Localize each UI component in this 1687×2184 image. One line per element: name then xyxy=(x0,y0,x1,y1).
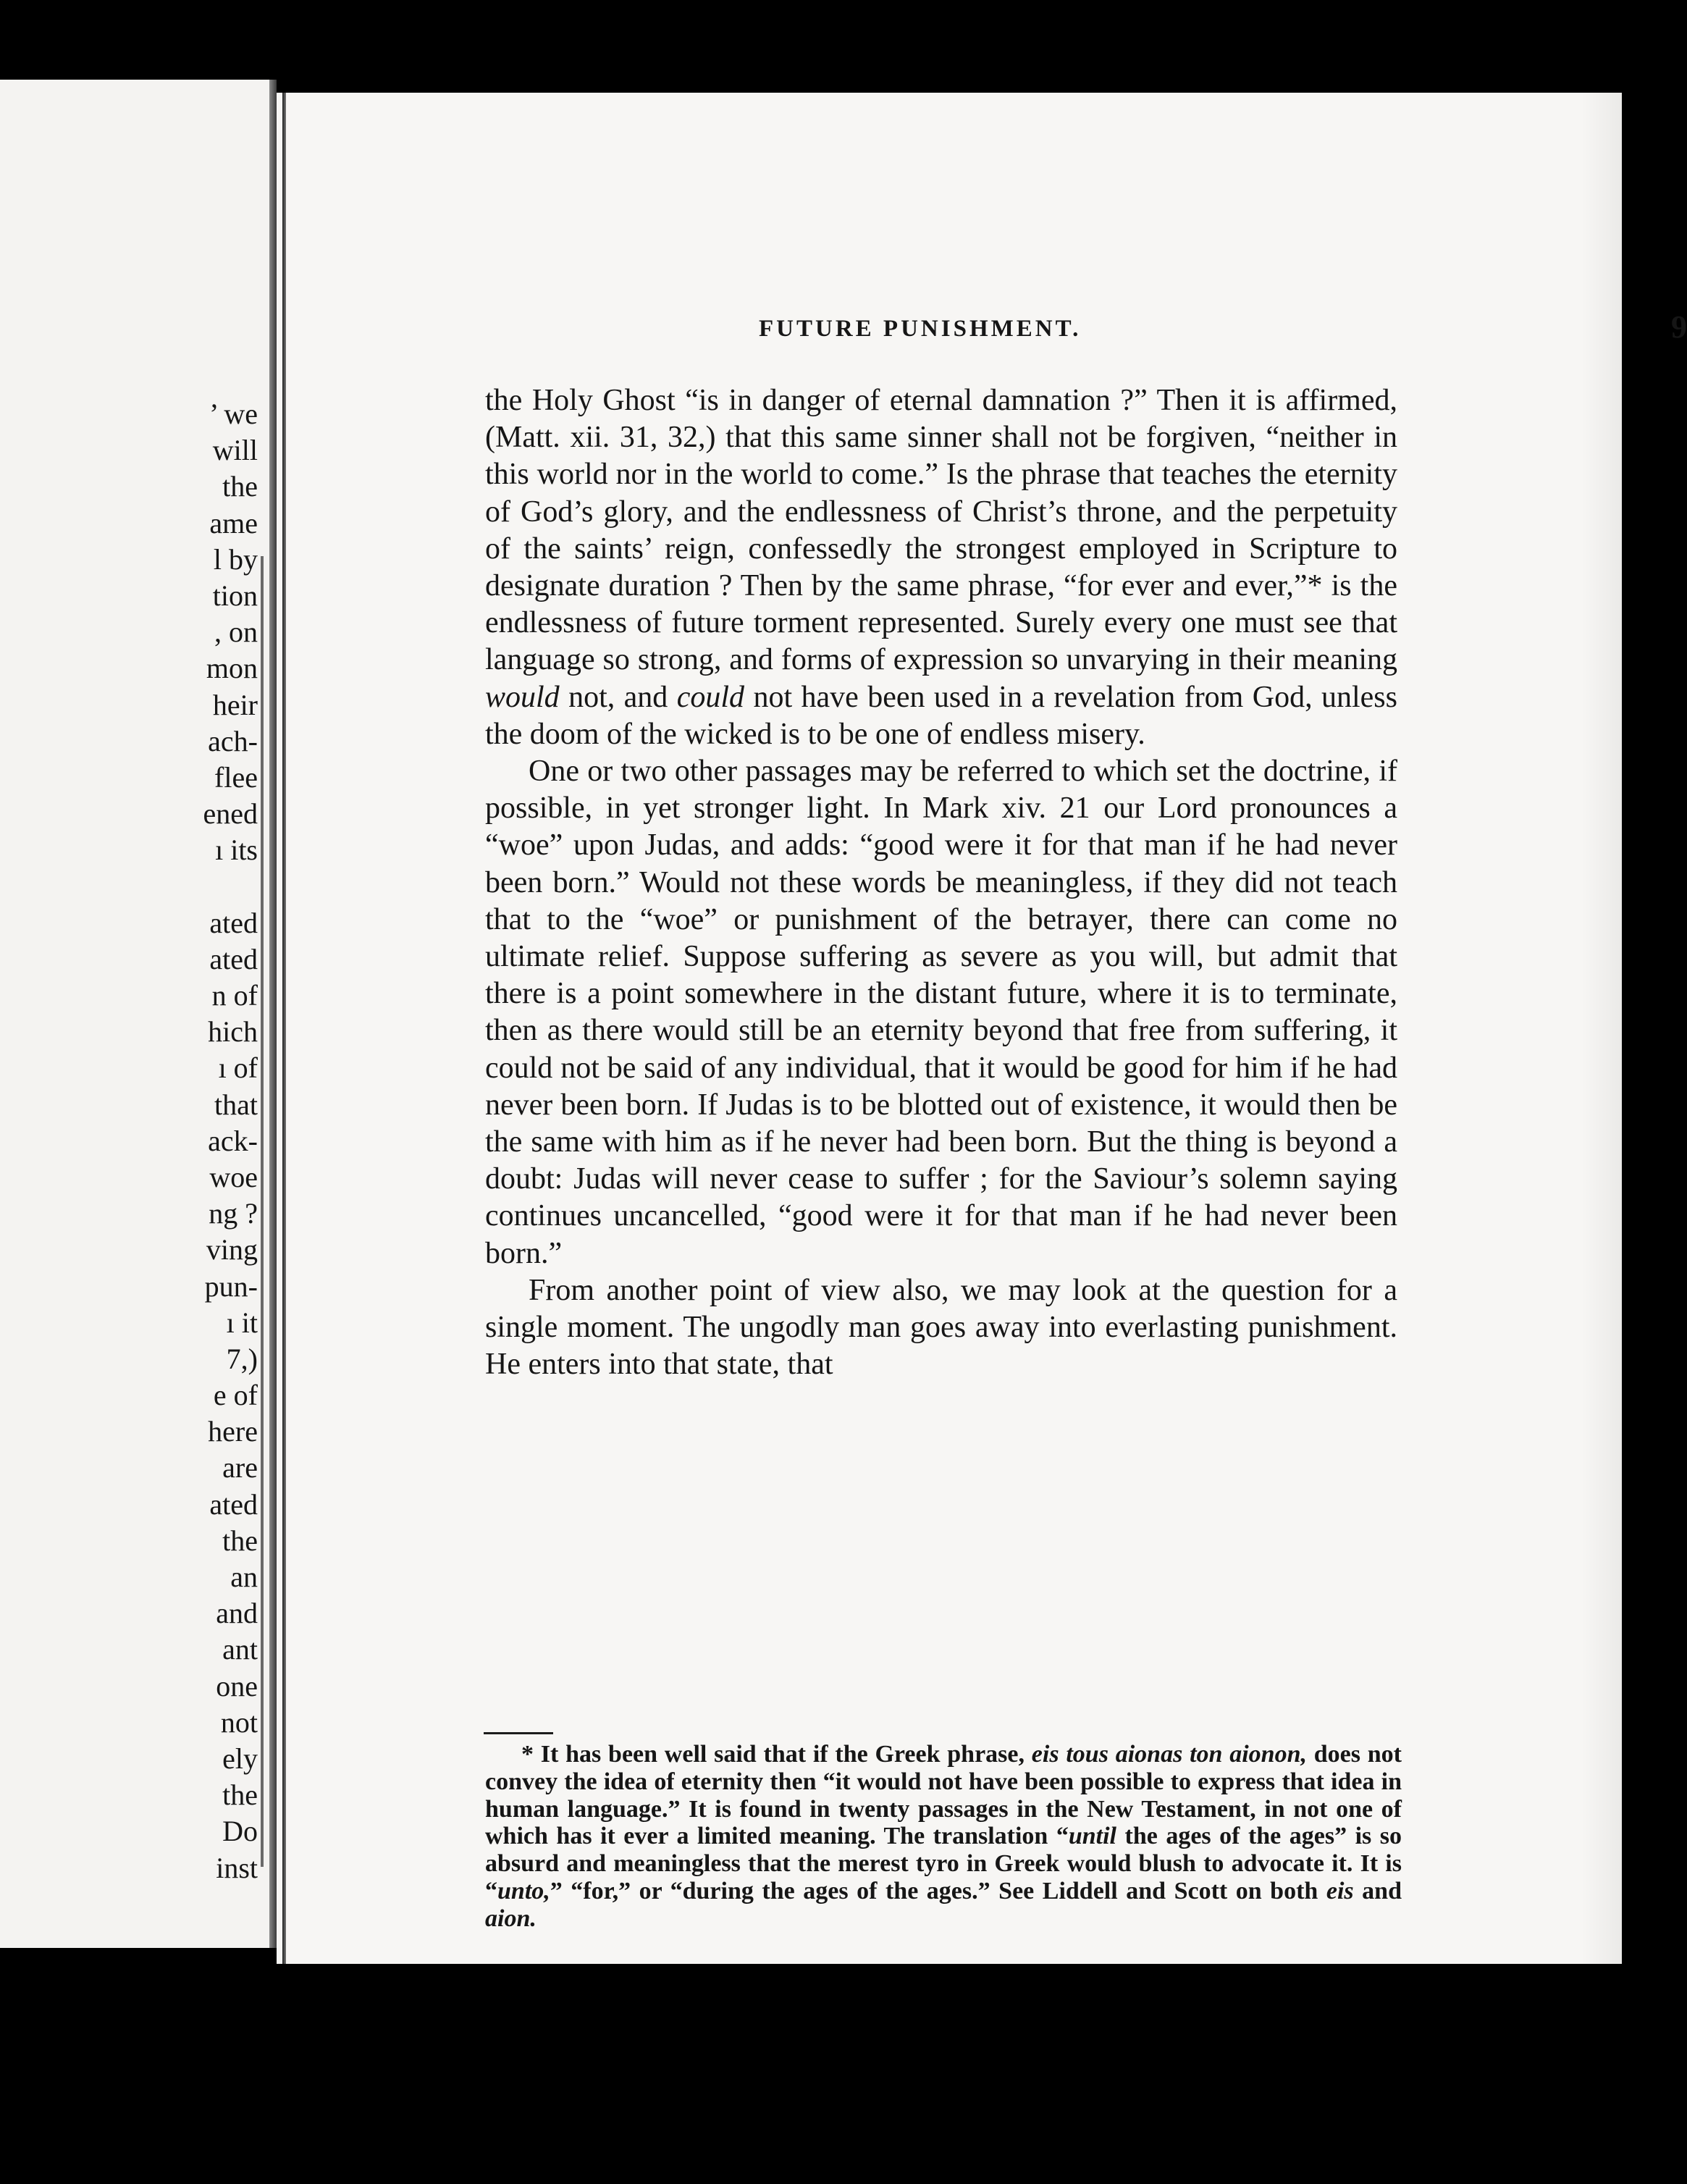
fragment-line: ated xyxy=(209,1487,258,1521)
fragment-line: an xyxy=(230,1561,258,1593)
paragraph: the Holy Ghost “is in danger of eternal damnation ?” Then it is affirmed, (Matt. xii. 31, 32,) that this same sinner shall not be forgiven, “neither in this world nor in the world to come.” Is the phrase that teaches the eternity of God’s glory, and the endlessness of Christ’s throne, and the perpetuity of the saints’ reign, confessedly the strongest employed in Scripture to designate duration ? Then by the same phrase, “for ever and ever,”* is the endlessness of future torment represented. Surely every one must see that language so strong, and forms of expression so unvarying in their meaning would not, and could not have been used in a revelation from God, unless the doom of the wicked is to be one of endless misery. xyxy=(485,384,1397,751)
fragment-line: ı it xyxy=(226,1306,258,1339)
fragment-line: ’ we xyxy=(209,398,258,430)
previous-page-line-fragments xyxy=(135,396,258,1886)
italic-word: would xyxy=(485,680,560,714)
fragment-line: 7,) xyxy=(226,1342,258,1375)
fragment-line: not xyxy=(220,1705,258,1739)
fragment-line: that xyxy=(214,1088,258,1121)
paragraph: From another point of view also, we may look at the question for a single moment. The ungodly man goes away into everlasting punishment. He enters into that state, that xyxy=(485,1273,1397,1382)
italic-phrase: eis tous aionas ton aionon, xyxy=(1031,1741,1307,1768)
previous-page xyxy=(0,80,269,1948)
fragment-line: tion xyxy=(212,579,258,612)
italic-phrase: unto, xyxy=(497,1877,550,1904)
fragment-line: the xyxy=(222,1778,258,1812)
book-gutter xyxy=(269,80,277,1948)
fragment-line: inst xyxy=(216,1851,258,1884)
page-number: 9 xyxy=(1671,309,1687,345)
italic-phrase: aion. xyxy=(485,1904,537,1932)
running-head: FUTURE PUNISHMENT. xyxy=(759,316,1082,342)
fragment-line: ı of xyxy=(218,1051,258,1085)
fragment-line: hich xyxy=(208,1015,258,1049)
footnote-text: * It has been well said that if the Greek phrase, eis tous aionas ton aionon, does not convey the idea of eternity then “it would not have been possible to express that idea in human language.” It is found in twenty passages in the New Testament, in not one of which has it ever a limited meaning. The translation “until the ages of the ages” is so absurd and meaningless that the merest tyro in Greek would blush to advocate it. It is “unto,” “for,” or “during the ages of the ages.” See Liddell and Scott on both eis and aion. xyxy=(485,1741,1402,1932)
footnote xyxy=(485,1741,1402,1933)
fragment-line: pun- xyxy=(204,1269,258,1303)
italic-phrase: until xyxy=(1068,1823,1116,1850)
fragment-line: ated xyxy=(209,906,258,939)
fragment-line: here xyxy=(208,1415,258,1448)
fragment-line: ame xyxy=(209,506,258,539)
fragment-line: woe xyxy=(209,1160,258,1193)
fragment-line: the xyxy=(222,1524,258,1557)
fragment-line: , on xyxy=(214,616,258,649)
fragment-line: Do xyxy=(222,1815,258,1848)
page-header xyxy=(485,311,1687,355)
page-edge-shadow xyxy=(1581,93,1622,1964)
fragment-line: flee xyxy=(214,760,258,794)
fragment-line: one xyxy=(216,1669,258,1702)
fragment-line: ack- xyxy=(208,1124,258,1157)
fragment-line: ated xyxy=(209,942,258,975)
fragment-line: mon xyxy=(206,652,258,685)
fragment-line: n of xyxy=(211,979,258,1012)
fragment-line: will xyxy=(212,434,258,467)
fragment-line: are xyxy=(222,1451,258,1484)
fragment-line: ened xyxy=(203,797,258,831)
fragment-line: ı its xyxy=(215,833,258,867)
binding-edge xyxy=(282,93,286,1964)
italic-phrase: eis xyxy=(1326,1877,1354,1904)
main-text xyxy=(485,382,1397,1383)
fragment-line: ach- xyxy=(208,724,258,757)
fragment-line: and xyxy=(216,1597,258,1630)
italic-word: could xyxy=(676,680,745,714)
fragment-line: heir xyxy=(212,688,258,721)
fragment-line: the xyxy=(222,470,258,503)
fragment-gap xyxy=(135,868,258,904)
binding-thread xyxy=(256,556,268,1867)
fragment-line: l by xyxy=(213,542,258,576)
paragraph: One or two other passages may be referred to which set the doctrine, if possible, in yet stronger light. In Mark xiv. 21 our Lord pronounces a “woe” upon Judas, and adds: “good were it for that man if he had never been born.” Would not these words be meaningless, if they did not teach that to the “woe” or punishment of the betrayer, there can come no ultimate relief. Suppose suffering as severe as you will, but admit that there is a point somewhere in the distant future, where it is to terminate, then as there would still be an eternity beyond that free from suffering, it could not be said of any individual, that it would be good for him if he had never been born. If Judas is to be blotted out of existence, it would then be the same with him as if he never had been born. But the thing is beyond a doubt: Judas will never cease to suffer ; for the Saviour’s solemn saying continues uncancelled, “good were it for that man if he had never been born.” xyxy=(485,755,1397,1270)
fragment-line: ng ? xyxy=(209,1197,258,1230)
current-page xyxy=(277,93,1687,1964)
fragment-line: ving xyxy=(206,1233,258,1267)
fragment-line: ant xyxy=(222,1633,258,1666)
footnote-rule xyxy=(484,1732,553,1734)
fragment-line: e of xyxy=(213,1379,258,1412)
fragment-line: ely xyxy=(222,1742,258,1775)
